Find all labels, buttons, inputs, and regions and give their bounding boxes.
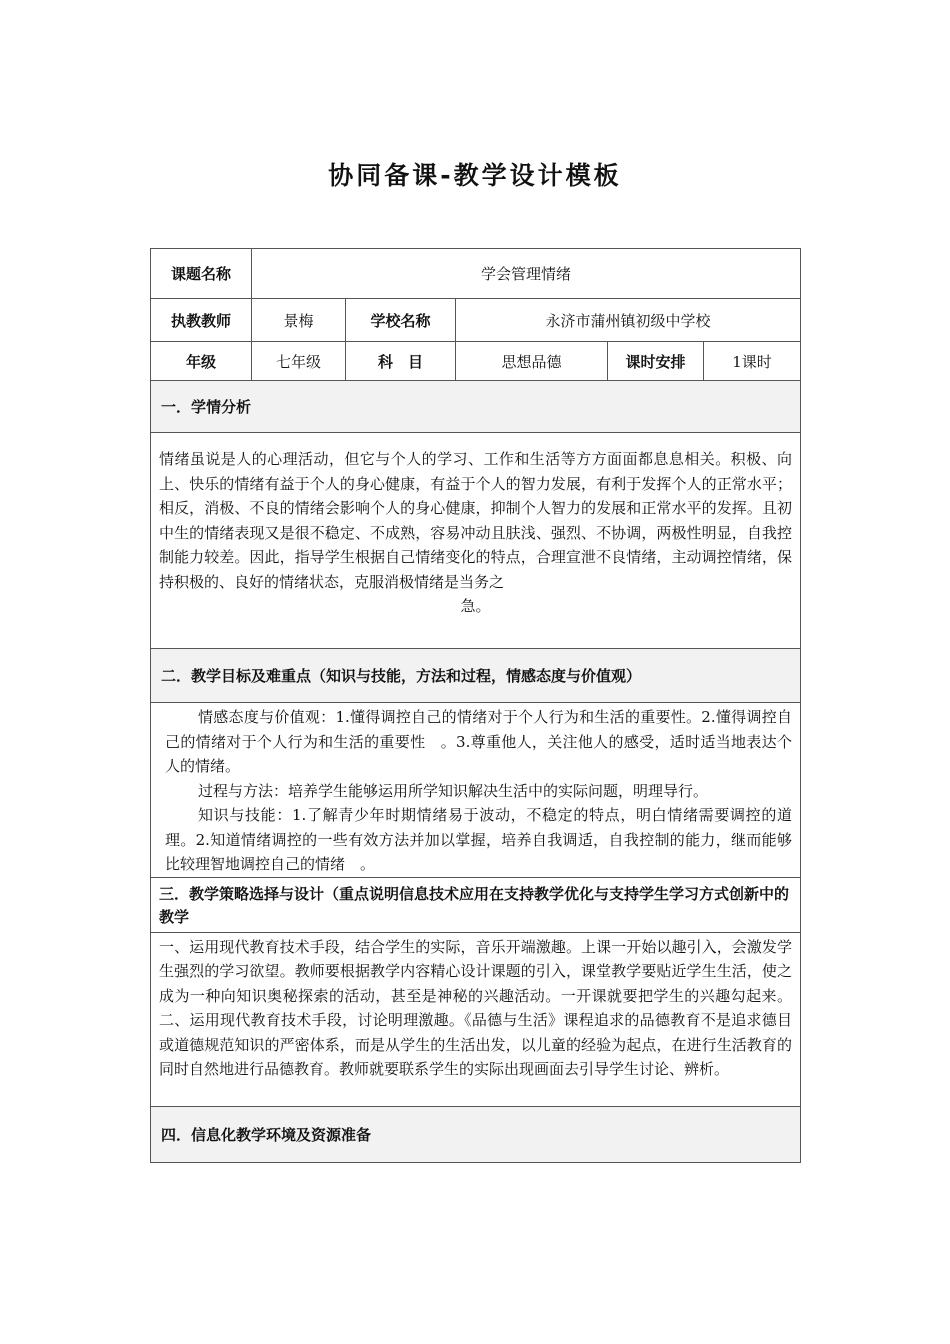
section-1-heading: 一．学情分析 <box>151 381 801 433</box>
period-value: 1课时 <box>704 342 801 381</box>
section-2-body-row <box>151 703 801 878</box>
period-label: 课时安排 <box>608 342 704 381</box>
section-1-text: 情绪虽说是人的心理活动，但它与个人的学习、工作和生活等方方面面都息息相关。积极、向上、快乐的情绪有益于个人的身心健康，有益于个人的智力发展，有利于发挥个人的正常水平；相反，消极、不良的情绪会影响个人的身心健康，抑制个人智力的发展和正常水平的发挥。且初中生的情绪表现又是很不稳定、不成熟，容易冲动且肤浅、强烈、不协调，两极性明显，自我控制能力较差。因此，指导学生根据自己情绪变化的特点，合理宣泄不良情绪，主动调控情绪，保持积极的、良好的情绪状态，克服消极情绪是当务之 <box>159 450 792 591</box>
topic-value: 学会管理情绪 <box>252 249 801 299</box>
section-1-heading-row <box>151 381 801 433</box>
section-1-body-row <box>151 433 801 649</box>
row-teacher <box>151 299 801 342</box>
section-3-heading-row <box>151 877 801 932</box>
subject-label: 科 目 <box>346 342 456 381</box>
lesson-plan-table <box>150 248 801 1163</box>
subject-value: 思想品德 <box>456 342 608 381</box>
page-title: 协同备课-教学设计模板 <box>328 161 622 190</box>
school-label: 学校名称 <box>346 299 456 342</box>
row-topic <box>151 249 801 299</box>
section-2-heading: 二．教学目标及难重点（知识与技能，方法和过程，情感态度与价值观） <box>151 649 801 703</box>
section-3-body: 一、运用现代教育技术手段，结合学生的实际，音乐开端激趣。上课一开始以趣引入，会激发学生强烈的学习欲望。教师要根据教学内容精心设计课题的引入，课堂教学要贴近学生生活，使之成为一种向知识奥秘探索的活动，甚至是神秘的兴趣活动。一开课就要把学生的兴趣勾起来。二、运用现代教育技术手段，讨论明理激趣。《品德与生活》课程追求的品德教育不是追求德目或道德规范知识的严密体系，而是从学生的生活出发，以儿童的经验为起点，在进行生活教育的同时自然地进行品德教育。教师就要联系学生的实际出现画面去引导学生讨论、辨析。 <box>151 932 801 1106</box>
grade-value: 七年级 <box>252 342 346 381</box>
section-4-heading: 四．信息化教学环境及资源准备 <box>151 1106 801 1162</box>
grade-label: 年级 <box>151 342 252 381</box>
section-3-body-row <box>151 932 801 1106</box>
topic-label: 课题名称 <box>151 249 252 299</box>
section-2-body <box>151 703 801 878</box>
section-3-heading: 三．教学策略选择与设计（重点说明信息技术应用在支持教学优化与支持学生学习方式创新中的教学 <box>151 877 801 932</box>
section-4-heading-row <box>151 1106 801 1162</box>
teacher-label: 执教教师 <box>151 299 252 342</box>
section-2-paragraph-1: 情感态度与价值观：1.懂得调控自己的情绪对于个人行为和生活的重要性。2.懂得调控自己的情绪对于个人行为和生活的重要性 。3.尊重他人，关注他人的感受，适时适当地表达个人的情绪。 <box>165 708 792 775</box>
section-1-text-end: 急。 <box>460 597 491 615</box>
section-2-heading-row <box>151 649 801 703</box>
section-2-paragraph-2: 过程与方法：培养学生能够运用所学知识解决生活中的实际问题，明理导行。 <box>198 781 709 800</box>
section-1-body <box>151 433 801 649</box>
row-grade <box>151 342 801 381</box>
teacher-value: 景梅 <box>252 299 346 342</box>
school-value: 永济市蒲州镇初级中学校 <box>456 299 801 342</box>
section-2-paragraph-3: 知识与技能：1.了解青少年时期情绪易于波动，不稳定的特点，明白情绪需要调控的道理。2.知道情绪调控的一些有效方法并加以掌握，培养自我调适，自我控制的能力，继而能够比较理智地调控自己的情绪 。 <box>165 806 792 873</box>
